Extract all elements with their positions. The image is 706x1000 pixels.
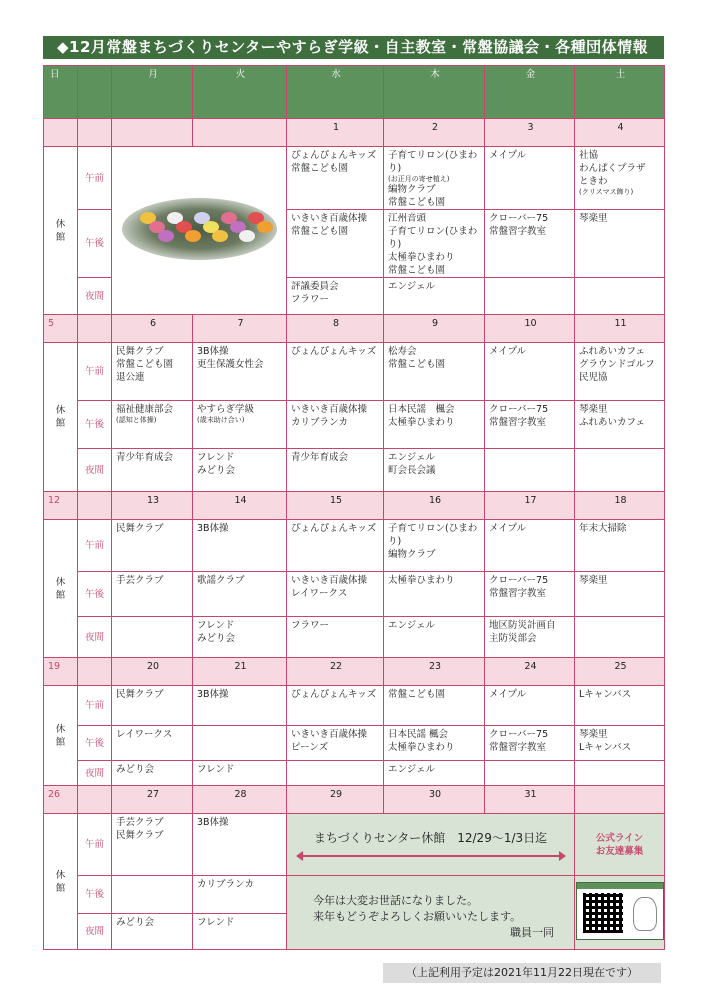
- date-cell: 25: [575, 658, 665, 686]
- arrow-right-icon: [559, 851, 566, 861]
- date-cell: 26: [44, 786, 78, 814]
- slot-row-am: [44, 147, 665, 210]
- schedule-cell: [193, 726, 287, 761]
- event-text: 子育てリロン(ひまわり): [388, 226, 478, 250]
- weekday-header-row: [44, 66, 665, 119]
- event-text: 民児協: [579, 372, 608, 383]
- date-cell: 13: [112, 492, 193, 520]
- schedule-cell: [575, 520, 665, 572]
- date-cell: 29: [287, 786, 384, 814]
- schedule-cell: [384, 343, 485, 401]
- schedule-cell: [575, 401, 665, 449]
- schedule-cell: [193, 686, 287, 726]
- schedule-cell: [112, 686, 193, 726]
- event-text: フラワー: [291, 294, 330, 305]
- event-text: 青少年育成会: [291, 452, 349, 463]
- event-text: Lキャンバス: [579, 742, 632, 753]
- event-text: 常盤習字教室: [489, 742, 547, 753]
- slot-label-night: 夜間: [78, 914, 112, 950]
- date-cell: [78, 786, 112, 814]
- schedule-cell: [193, 572, 287, 617]
- event-text: カリブランカ: [197, 879, 255, 890]
- slot-row-am: [44, 814, 665, 876]
- schedule-cell: [485, 147, 575, 210]
- holiday-notice-text: まちづくりセンター休館 12/29〜1/3日迄: [313, 831, 548, 845]
- schedule-cell: [384, 147, 485, 210]
- date-cell: 16: [384, 492, 485, 520]
- closed-char: 休: [55, 576, 66, 588]
- event-text: 太極拳ひまわり: [388, 252, 455, 263]
- event-text: みどり会: [197, 633, 236, 644]
- flower-blob: [257, 221, 273, 233]
- line-ad-text: [575, 814, 665, 876]
- event-text: 琴楽里: [579, 213, 608, 224]
- slot-row-am: [44, 686, 665, 726]
- schedule-cell: [485, 343, 575, 401]
- slot-label-am: 午前: [78, 520, 112, 572]
- event-text: 更生保護女性会: [197, 359, 264, 370]
- date-cell: 19: [44, 658, 78, 686]
- schedule-cell: [384, 761, 485, 786]
- schedule-cell: [193, 761, 287, 786]
- event-text: 民舞クラブ: [116, 830, 164, 841]
- weekday-header-wed: 水: [287, 66, 384, 119]
- date-cell: 6: [112, 315, 193, 343]
- closed-char: 休: [55, 723, 66, 735]
- date-cell: [78, 315, 112, 343]
- schedule-cell: [485, 572, 575, 617]
- date-cell: [78, 492, 112, 520]
- event-text: 評議委員会: [291, 281, 339, 292]
- date-cell: 20: [112, 658, 193, 686]
- rabbit-icon: [633, 897, 657, 931]
- event-text: レイワークス: [116, 729, 173, 740]
- event-text: ピーンズ: [291, 742, 329, 753]
- event-text: ときわ: [579, 176, 608, 187]
- event-text: みどり会: [116, 917, 155, 928]
- slot-row-night: [44, 761, 665, 786]
- schedule-cell: [384, 617, 485, 658]
- schedule-cell: [287, 278, 384, 315]
- schedule-cell: [112, 572, 193, 617]
- slot-label-night: 夜間: [78, 449, 112, 492]
- event-text: (お正月の寄せ植え): [388, 175, 450, 183]
- schedule-cell: [485, 449, 575, 492]
- schedule-cell: [287, 617, 384, 658]
- closed-label: [44, 520, 78, 658]
- event-text: 常盤こども園: [388, 689, 446, 700]
- line-ad-line: 公式ライン: [595, 832, 644, 844]
- schedule-cell: [384, 401, 485, 449]
- date-cell: 3: [485, 119, 575, 147]
- date-cell: 10: [485, 315, 575, 343]
- slot-row-pm: [44, 726, 665, 761]
- slot-label-pm: 午後: [78, 401, 112, 449]
- event-text: ふれあいカフェ: [579, 417, 646, 428]
- closed-char: 休: [55, 405, 66, 416]
- closed-char: 館: [55, 418, 66, 429]
- event-text: 子育てリロン(ひまわり): [388, 150, 478, 174]
- event-text: 子育てリロン(ひまわり): [388, 523, 478, 547]
- qr-code-cell: [575, 876, 665, 950]
- weekday-header-sun: 日: [44, 66, 78, 119]
- date-cell: 11: [575, 315, 665, 343]
- arrow-line: [302, 855, 560, 857]
- greeting-text: [287, 885, 574, 941]
- line-ad-line: お友達募集: [595, 845, 644, 857]
- schedule-cell: [575, 761, 665, 786]
- schedule-cell: [485, 401, 575, 449]
- schedule-cell: [112, 617, 193, 658]
- event-text: 常盤こども園: [388, 359, 446, 370]
- flower-blob: [158, 230, 174, 242]
- slot-label-am: 午前: [78, 686, 112, 726]
- schedule-cell: [575, 278, 665, 315]
- event-text: ぴょんぴょんキッズ: [291, 346, 377, 357]
- footer-note: （上記利用予定は2021年11月22日現在です）: [383, 963, 661, 983]
- event-text: メイプル: [489, 150, 527, 161]
- date-cell: 31: [485, 786, 575, 814]
- weekday-header-mon: 月: [112, 66, 193, 119]
- date-cell: 1: [287, 119, 384, 147]
- weekday-header-fri: 金: [485, 66, 575, 119]
- event-text: 太極拳ひまわり: [388, 417, 455, 428]
- event-text: メイプル: [489, 523, 527, 534]
- arrow-left-icon: [296, 851, 303, 861]
- event-text: フレンド: [197, 764, 235, 775]
- event-text: 年末大掃除: [579, 523, 627, 534]
- event-text: いきいき百歳体操: [291, 729, 368, 740]
- event-text: ぴょんぴょんキッズ: [291, 689, 377, 700]
- schedule-cell: [287, 449, 384, 492]
- slot-row-pm: [44, 401, 665, 449]
- schedule-cell: [384, 520, 485, 572]
- event-text: エンジェル: [388, 452, 436, 463]
- date-cell: 21: [193, 658, 287, 686]
- slot-label-pm: 午後: [78, 876, 112, 914]
- date-cell: 14: [193, 492, 287, 520]
- date-cell: 9: [384, 315, 485, 343]
- event-text: 3B体操: [197, 523, 229, 534]
- date-cell: 22: [287, 658, 384, 686]
- schedule-cell: [112, 814, 193, 876]
- event-text: 琴楽里: [579, 575, 608, 586]
- schedule-cell: [485, 278, 575, 315]
- date-cell: 12: [44, 492, 78, 520]
- schedule-cell: [485, 520, 575, 572]
- schedule-cell: [485, 761, 575, 786]
- date-cell: 27: [112, 786, 193, 814]
- schedule-cell: [384, 572, 485, 617]
- event-text: 3B体操: [197, 346, 229, 357]
- schedule-cell: [193, 617, 287, 658]
- calendar-table: [43, 65, 665, 950]
- event-text: 常盤こども園: [291, 163, 349, 174]
- schedule-cell: [112, 761, 193, 786]
- schedule-cell: [485, 210, 575, 278]
- event-text: クローバー75: [489, 213, 549, 224]
- schedule-cell: [575, 617, 665, 658]
- schedule-cell: [112, 726, 193, 761]
- event-text: 編物クラブ: [388, 184, 436, 195]
- event-text: 常盤こども園: [388, 197, 446, 208]
- schedule-cell: [112, 343, 193, 401]
- schedule-cell: [287, 343, 384, 401]
- slot-row-pm: [44, 876, 665, 914]
- event-text: 常盤習字教室: [489, 226, 547, 237]
- schedule-cell: [287, 520, 384, 572]
- date-cell: 2: [384, 119, 485, 147]
- qr-code[interactable]: [576, 882, 664, 940]
- qr-header: [577, 883, 663, 889]
- greeting-box: [287, 876, 575, 950]
- event-text: (クリスマス飾り): [579, 188, 634, 196]
- schedule-cell: [575, 147, 665, 210]
- closed-char: 館: [55, 231, 66, 243]
- date-row: [44, 492, 665, 520]
- event-text: 琴楽里: [579, 404, 608, 415]
- slot-label-pm: 午後: [78, 726, 112, 761]
- event-text: 日本民謡 楓会: [388, 729, 449, 740]
- schedule-cell: [287, 686, 384, 726]
- schedule-cell: [384, 278, 485, 315]
- date-cell: 15: [287, 492, 384, 520]
- closed-char: 館: [55, 882, 66, 894]
- date-row: [44, 119, 665, 147]
- schedule-cell: [193, 401, 287, 449]
- date-cell: 30: [384, 786, 485, 814]
- event-text: カリブランカ: [291, 417, 349, 428]
- event-text: 常盤こども園: [388, 265, 446, 276]
- schedule-cell: [112, 520, 193, 572]
- event-text: 太極拳ひまわり: [388, 575, 455, 586]
- closed-label: [44, 343, 78, 492]
- slot-label-am: 午前: [78, 814, 112, 876]
- event-text: (歳末助け合い): [197, 416, 245, 424]
- slot-label-am: 午前: [78, 343, 112, 401]
- event-text: 太極拳ひまわり: [388, 742, 455, 753]
- event-text: 歌謡クラブ: [197, 575, 245, 586]
- greeting-line: 来年もどうぞよろしくお願いいたします。: [313, 909, 522, 923]
- event-text: 松寿会: [388, 346, 417, 357]
- date-cell: 4: [575, 119, 665, 147]
- flower-image: [122, 198, 277, 260]
- date-cell: [193, 119, 287, 147]
- schedule-cell: [287, 147, 384, 210]
- event-text: ふれあいカフェ: [579, 346, 646, 357]
- event-text: (認知と体操): [116, 416, 157, 424]
- event-text: 民舞クラブ: [116, 689, 164, 700]
- flower-photo: [112, 147, 287, 315]
- weekday-header-lbl: [78, 66, 112, 119]
- greeting-sign: 職員一同: [510, 925, 554, 939]
- qr-code-icon: [583, 893, 623, 933]
- event-text: エンジェル: [388, 620, 436, 631]
- schedule-cell: [112, 449, 193, 492]
- date-cell: [44, 119, 78, 147]
- event-text: エンジェル: [388, 764, 436, 775]
- slot-row-pm: [44, 572, 665, 617]
- schedule-cell: [287, 761, 384, 786]
- event-text: ぴょんぴょんキッズ: [291, 523, 377, 534]
- date-cell: 23: [384, 658, 485, 686]
- event-text: ぴょんぴょんキッズ: [291, 150, 377, 161]
- event-text: 青少年育成会: [116, 452, 174, 463]
- slot-label-pm: 午後: [78, 572, 112, 617]
- flower-blob: [239, 230, 255, 242]
- event-text: 常盤こども園: [116, 359, 174, 370]
- schedule-cell: [193, 520, 287, 572]
- slot-label-night: 夜間: [78, 278, 112, 315]
- event-text: いきいき百歳体操: [291, 213, 368, 224]
- schedule-cell: [575, 572, 665, 617]
- schedule-cell: [384, 449, 485, 492]
- schedule-cell: [575, 210, 665, 278]
- schedule-cell: [485, 617, 575, 658]
- closed-label: [44, 147, 78, 315]
- closed-label: [44, 686, 78, 786]
- event-text: フレンド: [197, 452, 235, 463]
- schedule-cell: [112, 401, 193, 449]
- event-text: 3B体操: [197, 689, 229, 700]
- schedule-cell: [485, 686, 575, 726]
- closed-char: 休: [55, 869, 66, 881]
- closed-char: 館: [55, 736, 66, 748]
- slot-label-night: 夜間: [78, 761, 112, 786]
- closed-label: [44, 814, 78, 950]
- slot-label-night: 夜間: [78, 617, 112, 658]
- event-text: クローバー75: [489, 575, 549, 586]
- date-cell: [575, 786, 665, 814]
- event-text: エンジェル: [388, 281, 436, 292]
- date-cell: 24: [485, 658, 575, 686]
- date-row: [44, 658, 665, 686]
- date-cell: [78, 119, 112, 147]
- event-text: クローバー75: [489, 729, 549, 740]
- event-text: グラウンドゴルフ: [579, 359, 655, 370]
- greeting-line: 今年は大変お世話になりました。: [313, 893, 478, 907]
- schedule-cell: [287, 401, 384, 449]
- schedule-cell: [384, 726, 485, 761]
- schedule-cell: [575, 343, 665, 401]
- date-cell: 5: [44, 315, 78, 343]
- event-text: 常盤習字教室: [489, 417, 547, 428]
- schedule-cell: [575, 726, 665, 761]
- event-text: 日本民謡 楓会: [388, 404, 455, 415]
- holiday-arrow: [296, 851, 566, 861]
- event-text: クローバー75: [489, 404, 549, 415]
- schedule-cell: [287, 572, 384, 617]
- holiday-notice: [287, 814, 575, 876]
- event-text: わんぱくプラザ: [579, 163, 646, 174]
- event-text: 江州音頭: [388, 213, 427, 224]
- schedule-cell: [575, 686, 665, 726]
- event-text: 民舞クラブ: [116, 523, 164, 534]
- weekday-header-thu: 木: [384, 66, 485, 119]
- date-cell: 7: [193, 315, 287, 343]
- event-text: 民舞クラブ: [116, 346, 164, 357]
- schedule-cell: [287, 210, 384, 278]
- event-text: 編物クラブ: [388, 549, 436, 560]
- event-text: Lキャンバス: [579, 689, 632, 700]
- schedule-cell: [193, 876, 287, 914]
- schedule-cell: [193, 449, 287, 492]
- event-text: 3B体操: [197, 817, 229, 828]
- event-text: みどり会: [116, 764, 155, 775]
- slot-row-night: [44, 617, 665, 658]
- event-text: 町会長会議: [388, 465, 436, 476]
- slot-row-night: [44, 449, 665, 492]
- flower-blob: [185, 230, 201, 242]
- event-text: フレンド: [197, 620, 235, 631]
- schedule-cell: [384, 210, 485, 278]
- event-text: いきいき百歳体操: [291, 575, 368, 586]
- schedule-cell: [112, 914, 193, 950]
- weekday-header-sat: 土: [575, 66, 665, 119]
- event-text: 常盤こども園: [291, 226, 349, 237]
- schedule-cell: [575, 449, 665, 492]
- date-cell: 8: [287, 315, 384, 343]
- date-cell: [78, 658, 112, 686]
- event-text: 琴楽里: [579, 729, 608, 740]
- event-text: 手芸クラブ: [116, 575, 164, 586]
- page-title-banner: ◆12月常盤まちづくりセンターやすらぎ学級・自主教室・常盤協議会・各種団体情報: [43, 36, 664, 59]
- event-text: メイプル: [489, 689, 527, 700]
- event-text: みどり会: [197, 465, 236, 476]
- schedule-cell: [112, 876, 193, 914]
- slot-label-pm: 午後: [78, 210, 112, 278]
- closed-char: 館: [55, 589, 66, 601]
- event-text: フレンド: [197, 917, 235, 928]
- date-row: [44, 786, 665, 814]
- event-text: やすらぎ学級: [197, 404, 255, 415]
- event-text: レイワークス: [291, 588, 348, 599]
- event-text: 地区防災計画自: [489, 620, 556, 631]
- event-text: いきいき百歳体操: [291, 404, 368, 415]
- slot-label-am: 午前: [78, 147, 112, 210]
- date-cell: 28: [193, 786, 287, 814]
- schedule-cell: [485, 726, 575, 761]
- date-cell: [112, 119, 193, 147]
- event-text: メイプル: [489, 346, 527, 357]
- slot-row-am: [44, 343, 665, 401]
- event-text: 常盤習字教室: [489, 588, 547, 599]
- date-row: [44, 315, 665, 343]
- schedule-cell: [193, 343, 287, 401]
- date-cell: 18: [575, 492, 665, 520]
- schedule-cell: [193, 914, 287, 950]
- event-text: 退公連: [116, 372, 145, 383]
- schedule-cell: [287, 726, 384, 761]
- date-cell: 17: [485, 492, 575, 520]
- event-text: 社協: [579, 150, 599, 161]
- weekday-header-tue: 火: [193, 66, 287, 119]
- closed-char: 休: [55, 218, 66, 230]
- slot-row-am: [44, 520, 665, 572]
- event-text: 手芸クラブ: [116, 817, 164, 828]
- event-text: 福祉健康部会: [116, 404, 174, 415]
- schedule-cell: [384, 686, 485, 726]
- event-text: 主防災部会: [489, 633, 537, 644]
- flower-blob: [212, 230, 228, 242]
- schedule-cell: [193, 814, 287, 876]
- event-text: フラワー: [291, 620, 330, 631]
